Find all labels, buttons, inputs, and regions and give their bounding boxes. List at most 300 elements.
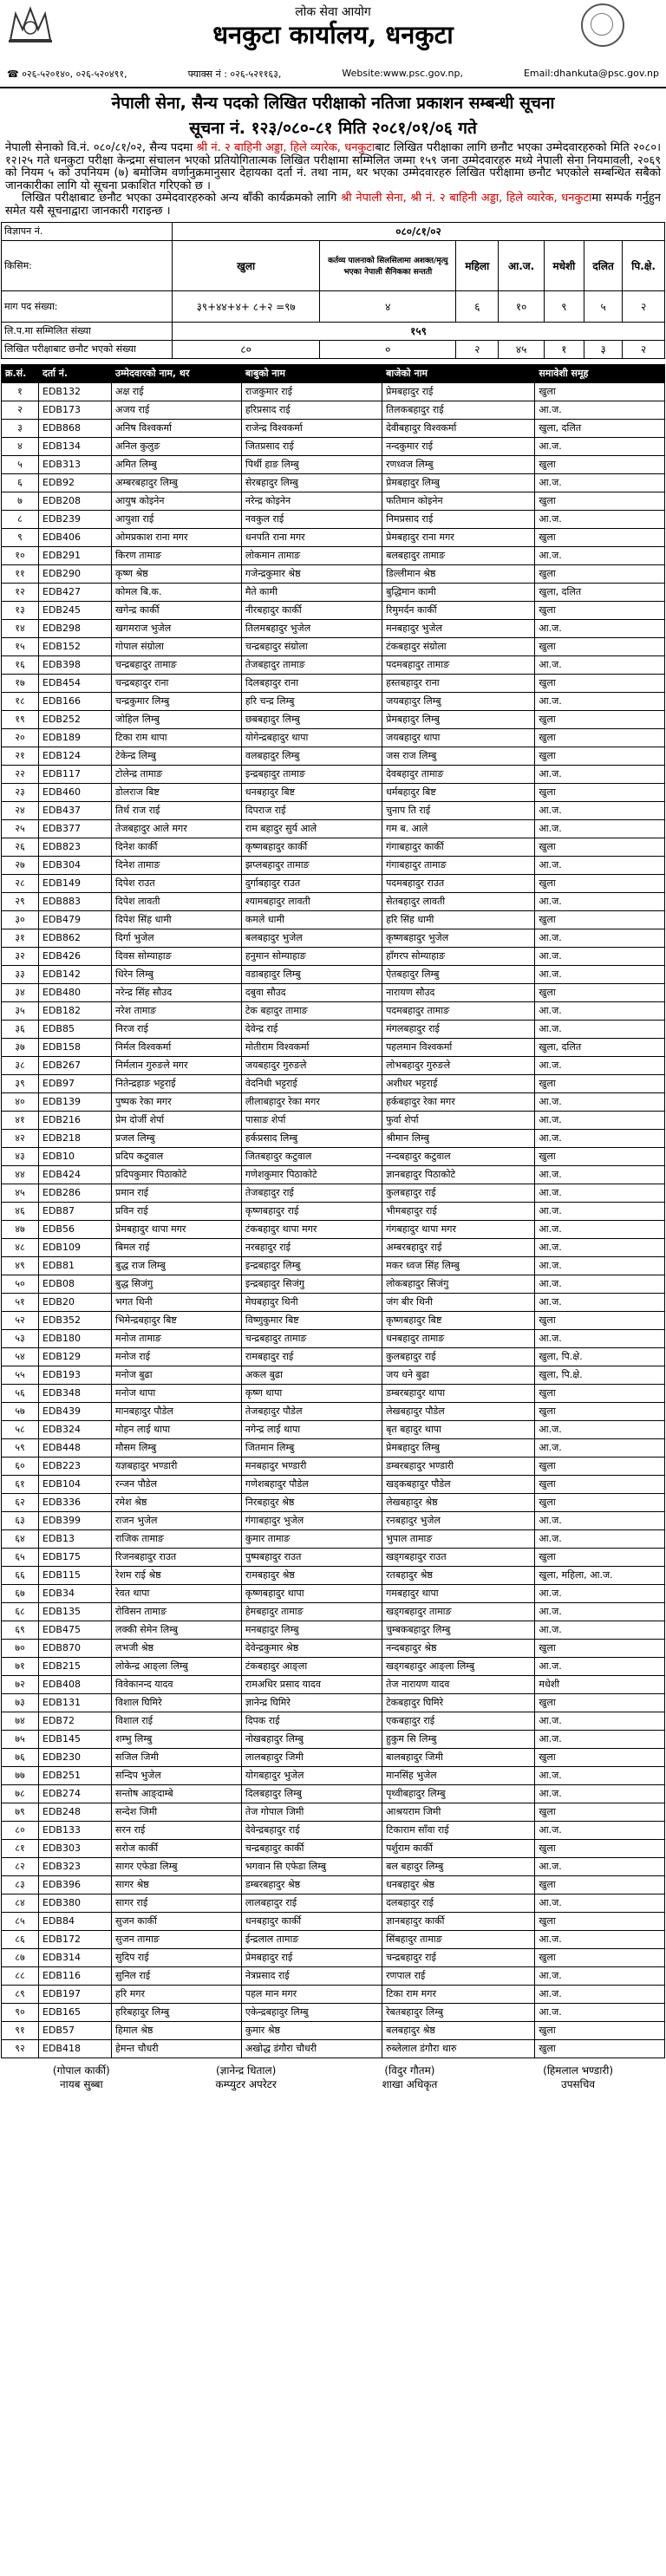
row-father: गंगाबहादुर भुजेल [241,1511,382,1529]
row-candidate: दिनेश कार्की [112,838,242,856]
row-father: छबबहादुर लिम्बु [241,710,382,728]
row-reg-no: EDB454 [39,674,112,692]
row-group: खुला [535,492,665,510]
row-reg-no: EDB862 [39,929,112,947]
row-group: खुला [535,1839,665,1857]
results-body [2,382,665,2058]
row-grandfather: तेज नारायण यादव [382,1675,535,1693]
row-group: खुला [535,983,665,1001]
row-candidate: लक्की सेमेन लिम्बु [112,1621,242,1639]
row-grandfather: सिंबहादुर तामाङ [382,1930,535,1948]
row-candidate: निर्मलान गुरुङले मगर [112,1056,242,1074]
row-candidate: सागर एफेडा लिम्बु [112,1857,242,1875]
row-candidate: तिर्थ राज राई [112,801,242,819]
row-father: वेदनिधी भट्टराई [241,1074,382,1092]
row-group: खुला [535,1548,665,1566]
demand-value: १० [499,290,544,322]
category-header: पि.क्षे. [623,240,665,290]
row-father: कुमार श्रेष्ठ [241,2021,382,2039]
row-grandfather: खड्गबहादुर तामाङ [382,1602,535,1621]
row-serial: ४४ [2,1165,39,1184]
row-father: दिपराज राई [241,801,382,819]
table-row [2,401,665,419]
row-group: आ.ज. [535,546,665,564]
row-group: खुला [535,1074,665,1092]
row-candidate: दिपेश सिंह धामी [112,910,242,929]
row-candidate: रेशम राई श्रेष्ठ [112,1566,242,1584]
office-name: धनकुटा कार्यालय, धनकुटा [212,20,454,49]
row-candidate: आयुशा राई [112,510,242,528]
table-row [2,619,665,637]
row-reg-no: EDB197 [39,1985,112,2003]
row-grandfather: कुलबहादुर राई [382,1347,535,1366]
row-serial: ३७ [2,1038,39,1056]
row-serial: २८ [2,874,39,892]
notice-title: नेपाली सेना, सैन्य पदको लिखित परीक्षाको नतिजा प्रकाशन सम्बन्धी सूचना [111,94,555,113]
row-group: आ.ज. [535,1529,665,1548]
row-candidate: यज्ञबहादुर भण्डारी [112,1457,242,1475]
table-row [2,1566,665,1584]
row-group: खुला, पि.क्षे. [535,1347,665,1366]
row-reg-no: EDB87 [39,1202,112,1220]
row-grandfather: धनबहादुर श्रेष्ठ [382,1875,535,1894]
demand-value: ५ [584,290,622,322]
table-row [2,1985,665,2003]
table-row [2,1347,665,1366]
psc-seal-icon [581,3,624,47]
row-reg-no: EDB314 [39,1948,112,1966]
row-reg-no: EDB97 [39,1074,112,1092]
col-serial: क्र.सं. [2,364,39,382]
table-row [2,1402,665,1420]
row-serial: ८२ [2,1857,39,1875]
table-row [2,1111,665,1129]
row-grandfather: रणध्वज लिम्बु [382,455,535,473]
category-header: महिला [456,240,499,290]
row-grandfather: कुलबहादुर राई [382,1184,535,1202]
row-father: देवेन्द्रकुमार श्रेष्ठ [241,1639,382,1657]
row-grandfather: दलबहादुर राई [382,1894,535,1912]
row-serial: १४ [2,619,39,637]
row-reg-no: EDB479 [39,910,112,929]
row-group: आ.ज. [535,473,665,492]
row-father: राजेन्द्र विश्वकर्मा [241,419,382,437]
row-serial: ४१ [2,1111,39,1129]
row-grandfather: श्रीमान लिम्बु [382,1129,535,1147]
row-father: कृष्णबहादुर कार्की [241,838,382,856]
row-reg-no: EDB133 [39,1821,112,1839]
row-reg-no: EDB223 [39,1457,112,1475]
row-reg-no: EDB124 [39,747,112,765]
row-serial: ११ [2,564,39,583]
contact-line [7,68,659,81]
demand-value: ९ [544,290,584,322]
table-row [2,1621,665,1639]
table-row [2,455,665,473]
row-reg-no: EDB398 [39,655,112,674]
table-row [2,492,665,510]
row-reg-no: EDB252 [39,710,112,728]
row-group: आ.ज. [535,892,665,910]
row-candidate: किरण तामाङ [112,546,242,564]
row-candidate: बिमल राई [112,1238,242,1256]
website-link[interactable]: Website:www.psc.gov.np, [342,68,463,79]
table-row [2,1001,665,1020]
row-group: खुला [535,674,665,692]
row-serial: ४६ [2,1202,39,1220]
row-father: गजेन्द्रकुमार श्रेष्ठ [241,564,382,583]
row-serial: ७५ [2,1730,39,1748]
row-candidate: भगत थिनी [112,1293,242,1311]
row-candidate: चन्द्रबहादुर राना [112,674,242,692]
category-header: मधेशी [544,240,584,290]
row-serial: ५४ [2,1347,39,1366]
row-candidate: मनोज बुढा [112,1366,242,1384]
row-serial: ७९ [2,1803,39,1821]
row-grandfather: प्रेमबहादुर राई [382,382,535,401]
row-grandfather: नन्दबहादुर श्रेष्ठ [382,1639,535,1657]
row-grandfather: टिका राम मगर [382,1985,535,2003]
row-father: नीरबहादुर कार्की [241,601,382,619]
row-candidate: आयुष कोइनेन [112,492,242,510]
demand-value: ४ [320,290,456,322]
row-group: खुला [535,910,665,929]
row-grandfather: जंग बीर थिनी [382,1293,535,1311]
table-row [2,1184,665,1202]
row-candidate: विशाल राई [112,1712,242,1730]
row-group: आ.ज. [535,1784,665,1803]
demand-value: ६ [456,290,499,322]
row-group: खुला [535,728,665,747]
table-row [2,1529,665,1548]
row-grandfather: भीमबहादुर राई [382,1202,535,1220]
row-group: खुला [535,528,665,546]
row-father: कृष्णबहादुर थापा [241,1584,382,1602]
table-row [2,1238,665,1256]
table-row [2,1129,665,1147]
row-candidate: दिर्गा भुजेल [112,929,242,947]
table-row [2,1056,665,1074]
table-row [2,801,665,819]
row-father: योगेन्द्रबहादुर थापा [241,728,382,747]
row-group: आ.ज. [535,1857,665,1875]
row-reg-no: EDB870 [39,1639,112,1657]
row-group: आ.ज. [535,1275,665,1293]
table-row [2,1948,665,1966]
row-grandfather: नारायण सौउद [382,983,535,1001]
row-father: इन्द्रबहादुर तामाङ [241,765,382,783]
row-father: रामअधिर प्रसाद यादव [241,1675,382,1693]
row-group: आ.ज. [535,1602,665,1621]
row-grandfather: डम्बरबहादुर थापा [382,1384,535,1402]
row-candidate: खगेन्द्र कार्की [112,601,242,619]
row-serial: ६२ [2,1493,39,1511]
row-candidate: हरिबहादुर लिम्बु [112,2003,242,2021]
passed-value: २ [456,340,499,358]
row-candidate: प्रमान राई [112,1184,242,1202]
row-grandfather: लोकबहादुर सिजंगु [382,1275,535,1293]
row-group: आ.ज. [535,1020,665,1038]
letterhead [0,0,666,88]
table-row [2,1784,665,1803]
row-reg-no: EDB104 [39,1475,112,1493]
row-candidate: मानबहादुर पौडेल [112,1402,242,1420]
row-candidate: सन्दिप भुजेल [112,1766,242,1784]
row-serial: ९२ [2,2039,39,2058]
table-row [2,1438,665,1457]
demand-value: ३९+४४+४+ ८+२ =९७ [173,290,320,322]
row-serial: ८६ [2,1930,39,1948]
row-reg-no: EDB81 [39,1256,112,1275]
row-serial: ५६ [2,1384,39,1402]
row-grandfather: गम ब. आले [382,819,535,838]
row-grandfather: गंगाबहादुर कार्की [382,838,535,856]
row-serial: १३ [2,601,39,619]
row-father: तिलमबहादुर भुजेल [241,619,382,637]
notice-body [0,142,666,218]
row-group: खुला [535,1639,665,1657]
row-candidate: मनोज तामाङ [112,1329,242,1347]
row-candidate: बुद्ध राज लिम्बु [112,1256,242,1275]
table-row [2,1675,665,1693]
row-reg-no: EDB475 [39,1621,112,1639]
row-father: सेरबहादुर लिम्बु [241,473,382,492]
row-group: खुला [535,838,665,856]
row-grandfather: ज्ञानबहादुर कार्की [382,1912,535,1930]
row-candidate: मौसम लिम्बु [112,1438,242,1457]
row-group: आ.ज. [535,1293,665,1311]
row-grandfather: देवबहादुर तामाङ [382,765,535,783]
row-grandfather: हरि सिंह धामी [382,910,535,929]
row-father: दबुवा सौउद [241,983,382,1001]
passed-value: १ [544,340,584,358]
row-father: नरबहादुर राई [241,1238,382,1256]
row-reg-no: EDB448 [39,1438,112,1457]
row-serial: ६५ [2,1548,39,1566]
table-row [2,1584,665,1602]
row-father: कमले धामी [241,910,382,929]
row-grandfather: चुम्बकबहादुर लिम्बु [382,1621,535,1639]
table-row [2,2021,665,2039]
row-candidate: सजिल जिमी [112,1748,242,1766]
row-father: दिलबहादुर राना [241,674,382,692]
table-row [2,1202,665,1220]
row-grandfather: एकबहादुर राई [382,1712,535,1730]
row-candidate: टेकेन्द्र लिम्बु [112,747,242,765]
table-row [2,601,665,619]
row-serial: ३ [2,419,39,437]
fax-text: फ्याक्स नं : ०२६-५२११६३, [187,68,282,80]
row-group: आ.ज. [535,1894,665,1912]
row-candidate: प्रदिप कटुवाल [112,1147,242,1165]
row-candidate: नितेन्द्रहाङ भट्टराई [112,1074,242,1092]
table-row [2,583,665,601]
row-candidate: सुजन तामाङ [112,1930,242,1948]
row-serial: १५ [2,637,39,655]
row-candidate: कृष्ण श्रेष्ठ [112,564,242,583]
row-serial: ७४ [2,1712,39,1730]
row-group: खुला, दलित [535,419,665,437]
col-reg-no: दर्ता नं. [39,364,112,382]
passed-label: लिखित परीक्षाबाट छनौट भएको संख्या [2,340,173,358]
row-group: आ.ज. [535,1420,665,1438]
row-reg-no: EDB380 [39,1894,112,1912]
row-reg-no: EDB208 [39,492,112,510]
row-grandfather: रिमुमर्दन कार्की [382,601,535,619]
row-father: टंकबहादुर थापा मगर [241,1220,382,1238]
table-row [2,564,665,583]
row-father: मनबहादुर लिम्बु [241,1621,382,1639]
row-group: खुला [535,2039,665,2058]
signatory-title: उपसचिव [561,2077,596,2090]
signatory-name: (हिमलाल भण्डारी) [543,2064,614,2077]
phone-text: ☎ ०२६-५२०१४०, ०२६-५२०४९१, [7,68,127,80]
signatory [543,2064,613,2091]
row-reg-no: EDB72 [39,1712,112,1730]
row-serial: ८४ [2,1894,39,1912]
table-row [2,1329,665,1347]
row-candidate: प्रविन राई [112,1202,242,1220]
row-serial: ६९ [2,1621,39,1639]
row-reg-no: EDB883 [39,892,112,910]
table-row [2,1275,665,1293]
row-candidate: लोकेन्द्र आङ्ला लिम्बु [112,1657,242,1675]
email-link[interactable]: Email:dhankuta@psc.gov.np [523,68,659,79]
row-group: खुला [535,1311,665,1329]
table-row [2,1639,665,1657]
row-serial: ७१ [2,1657,39,1675]
row-candidate: दिवस सोम्याहाङ [112,947,242,965]
row-reg-no: EDB323 [39,1857,112,1875]
row-group: खुला [535,1693,665,1712]
row-father: नरेन्द्र कोइनेन [241,492,382,510]
row-father: हर्कप्रसाद लिम्बु [241,1129,382,1147]
row-serial: २ [2,401,39,419]
row-reg-no: EDB313 [39,455,112,473]
row-serial: १० [2,546,39,564]
row-father: तेजबहादुर तामाङ [241,655,382,674]
table-row [2,819,665,838]
row-candidate: शम्भु लिम्बु [112,1730,242,1748]
row-grandfather: बुद्धिमान कामी [382,583,535,601]
row-father: चन्द्रबहादुर संग्रोला [241,637,382,655]
row-candidate: लभजी श्रेष्ठ [112,1639,242,1657]
row-candidate: जोहिल लिम्बु [112,710,242,728]
row-group: आ.ज. [535,856,665,874]
row-reg-no: EDB172 [39,1930,112,1948]
table-row [2,1730,665,1748]
row-father: धनबहादुर बिष्ट [241,783,382,801]
row-father: हरि चन्द्र लिम्बु [241,692,382,710]
row-candidate: टोलेन्द्र तामाङ [112,765,242,783]
table-row [2,437,665,455]
table-row [2,1256,665,1275]
row-grandfather: कृष्णबहादुर बिष्ट [382,1311,535,1329]
row-father: मैते कामी [241,583,382,601]
row-serial: २४ [2,801,39,819]
row-serial: १९ [2,710,39,728]
row-grandfather: पदमबहादुर तामाङ [382,1001,535,1020]
row-grandfather: नन्दबहादुर कटुवाल [382,1147,535,1165]
row-grandfather: पदमबहादुर तामाङ [382,655,535,674]
row-candidate: चन्द्रबहादुर तामाङ [112,655,242,674]
row-group: खुला [535,1457,665,1475]
row-reg-no: EDB116 [39,1966,112,1985]
row-grandfather: पर्शुराम कार्की [382,1839,535,1857]
intro-text: मा सम्पर्क गर्नुहुन समेत यसै सूचनाद्वारा जानकारी गराइन्छ । [5,192,661,218]
row-reg-no: EDB215 [39,1657,112,1675]
category-header: कर्तव्य पालनाको सिलसिलामा अशक्त/मृत्यु भएका नेपाली सैनिकका सन्तती [320,240,456,290]
row-group: आ.ज. [535,1111,665,1129]
row-reg-no: EDB08 [39,1275,112,1293]
demand-value: २ [623,290,665,322]
row-reg-no: EDB324 [39,1420,112,1438]
row-candidate: रमेश श्रेष्ठ [112,1493,242,1511]
row-reg-no: EDB304 [39,856,112,874]
row-candidate: धिरेन लिम्बु [112,965,242,983]
row-serial: ३९ [2,1074,39,1092]
signatory-name: (ज्ञानेन्द्र धिताल) [215,2064,277,2077]
table-row [2,747,665,765]
row-reg-no: EDB274 [39,1784,112,1803]
row-father: धनपति राना मगर [241,528,382,546]
row-serial: ४७ [2,1220,39,1238]
row-group: आ.ज. [535,1220,665,1238]
row-group: आ.ज. [535,765,665,783]
row-group: खुला [535,1803,665,1821]
table-row [2,1839,665,1857]
row-father: जितप्रसाद राई [241,437,382,455]
row-father: टंकबहादुर आङ्ला [241,1657,382,1675]
row-group: खुला [535,601,665,619]
row-grandfather: रनबहादुर भुजेल [382,1511,535,1529]
signature-block [0,2064,666,2091]
row-candidate: राजन भुजेल [112,1511,242,1529]
row-candidate: अम्बरबहादुर लिम्बु [112,473,242,492]
row-reg-no: EDB396 [39,1875,112,1894]
row-serial: ४३ [2,1147,39,1165]
row-group: आ.ज. [535,401,665,419]
table-row [2,1293,665,1311]
notice-number: सूचना नं. १२३/०८०-८१ मिति २०८१/०१/०६ गते [189,119,477,138]
row-father: रामबहादुर श्रेष्ठ [241,1566,382,1584]
row-group: आ.ज. [535,1766,665,1784]
row-candidate: प्रजल लिम्बु [112,1129,242,1147]
row-serial: २३ [2,783,39,801]
table-row [2,510,665,528]
row-father: दिलबहादुर लिम्बु [241,1784,382,1803]
row-candidate: निर्मल विश्वकर्मा [112,1038,242,1056]
row-grandfather: धनबहादुर तामाङ [382,1329,535,1347]
row-candidate: डोलराज बिष्ट [112,783,242,801]
row-serial: ३२ [2,947,39,965]
row-group: खुला, पि.क्षे. [535,1366,665,1384]
row-reg-no: EDB218 [39,1129,112,1147]
row-father: भगवान सि एफेडा लिम्बु [241,1857,382,1875]
row-grandfather: जयबहादुर लिम्बु [382,692,535,710]
row-reg-no: EDB149 [39,874,112,892]
row-serial: २६ [2,838,39,856]
row-father: जयबहादुर गुरुङले [241,1056,382,1074]
table-row [2,1766,665,1784]
row-candidate: नरेश तामाङ [112,1001,242,1020]
row-serial: ५२ [2,1311,39,1329]
row-reg-no: EDB173 [39,401,112,419]
row-grandfather: ज्ञानबहादुर पिठाकोटे [382,1165,535,1184]
row-serial: ३१ [2,929,39,947]
row-serial: ६४ [2,1529,39,1548]
table-row [2,856,665,874]
